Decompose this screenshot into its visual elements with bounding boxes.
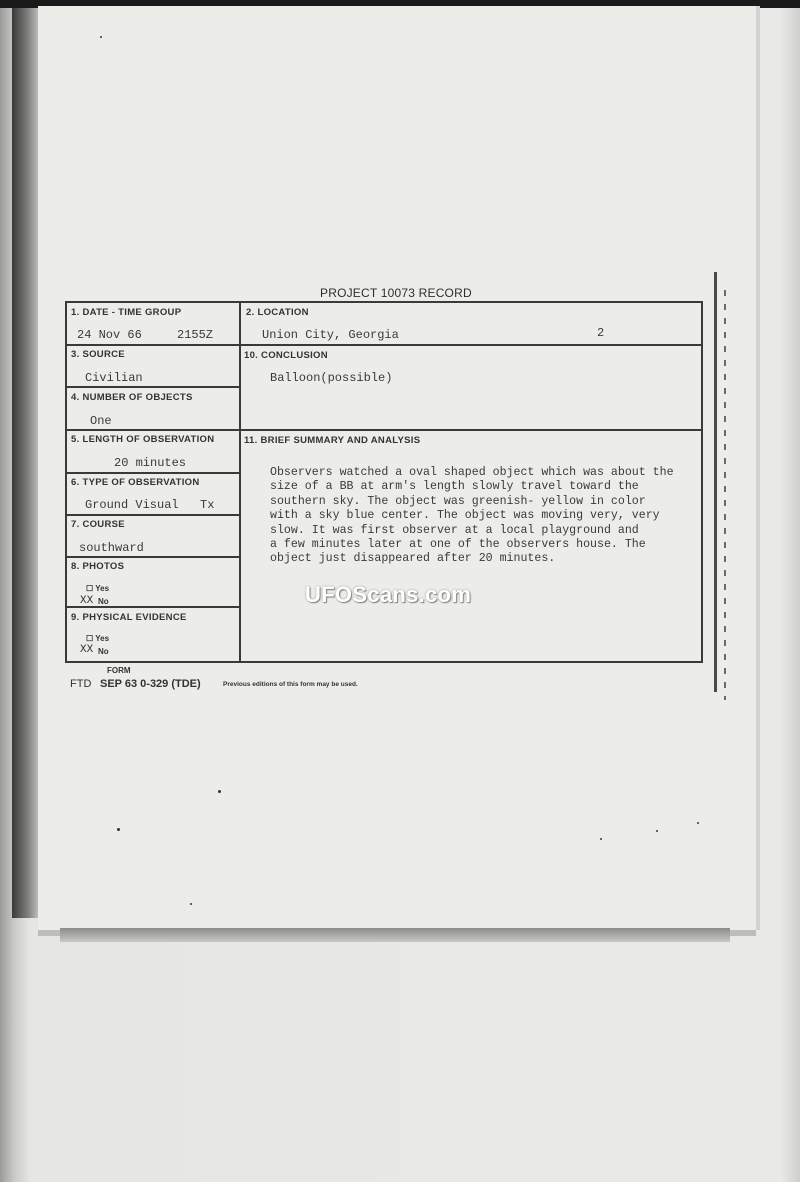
physical-no-label: No	[98, 647, 109, 656]
summary-text: Observers watched a oval shaped object which was about the size of a BB at arm's length slowly travel toward the southern sky. The object was greenish- yellow in color with a sky blue center. The object was moving very, very slow. It was first observer at a local playground and a few minutes later at one of the observers house. The object just disappeared after 20 minutes.	[270, 466, 674, 566]
photos-label: 8. PHOTOS	[71, 561, 125, 572]
footer-ftd: FTD	[70, 678, 92, 690]
photos-yes-checkbox: ☐ Yes	[86, 584, 110, 593]
date-value: 24 Nov 66	[77, 328, 142, 342]
form-center-divider	[239, 301, 241, 663]
conclusion-value: Balloon(possible)	[270, 371, 393, 385]
summary-label: 11. BRIEF SUMMARY AND ANALYSIS	[244, 435, 421, 446]
conclusion-label: 10. CONCLUSION	[244, 350, 328, 361]
time-value: 2155Z	[177, 328, 214, 342]
physical-no-mark: XX	[80, 644, 94, 656]
scan-bottom-shadow	[60, 928, 730, 942]
form-left-divider	[65, 556, 240, 558]
length-of-observation-value: 20 minutes	[114, 456, 187, 470]
location-value: Union City, Georgia	[262, 328, 399, 342]
source-value: Civilian	[85, 371, 143, 385]
number-of-objects-value: One	[90, 414, 112, 428]
type-of-observation-extra: Tx	[200, 498, 215, 512]
page-number: 2	[597, 326, 605, 340]
type-of-observation-value: Ground Visual	[85, 498, 179, 512]
source-label: 3. SOURCE	[71, 349, 125, 360]
form-row-divider	[65, 344, 703, 346]
scan-speck	[697, 822, 699, 824]
length-of-observation-label: 5. LENGTH OF OBSERVATION	[71, 434, 215, 445]
form-left-divider	[65, 386, 240, 388]
footer-form-word: FORM	[107, 666, 131, 675]
scan-speck	[656, 830, 658, 832]
physical-yes-checkbox: ☐ Yes	[86, 634, 110, 643]
scan-speck	[117, 828, 120, 831]
scan-speck	[190, 903, 192, 905]
photos-no-label: No	[98, 597, 109, 606]
number-of-objects-label: 4. NUMBER OF OBJECTS	[71, 392, 193, 403]
scan-speck	[218, 790, 221, 793]
date-time-label: 1. DATE - TIME GROUP	[71, 307, 182, 318]
photos-no-mark: XX	[80, 595, 94, 607]
binder-edge	[714, 272, 717, 692]
type-of-observation-label: 6. TYPE OF OBSERVATION	[71, 477, 200, 488]
footer-note: Previous editions of this form may be used.	[223, 681, 358, 688]
form-row-divider	[65, 429, 703, 431]
scan-speck	[100, 36, 102, 38]
watermark: UFOScans.com	[305, 582, 472, 607]
scan-left-shadow	[12, 8, 38, 918]
binder-edge-dashed	[724, 290, 726, 700]
form-left-divider	[65, 472, 240, 474]
course-label: 7. COURSE	[71, 519, 125, 530]
physical-evidence-label: 9. PHYSICAL EVIDENCE	[71, 612, 187, 623]
location-label: 2. LOCATION	[246, 307, 309, 318]
scan-speck	[600, 838, 602, 840]
footer-form-code: SEP 63 0-329 (TDE)	[100, 678, 201, 690]
course-value: southward	[79, 541, 144, 555]
form-left-divider	[65, 514, 240, 516]
form-title: PROJECT 10073 RECORD	[320, 286, 472, 300]
